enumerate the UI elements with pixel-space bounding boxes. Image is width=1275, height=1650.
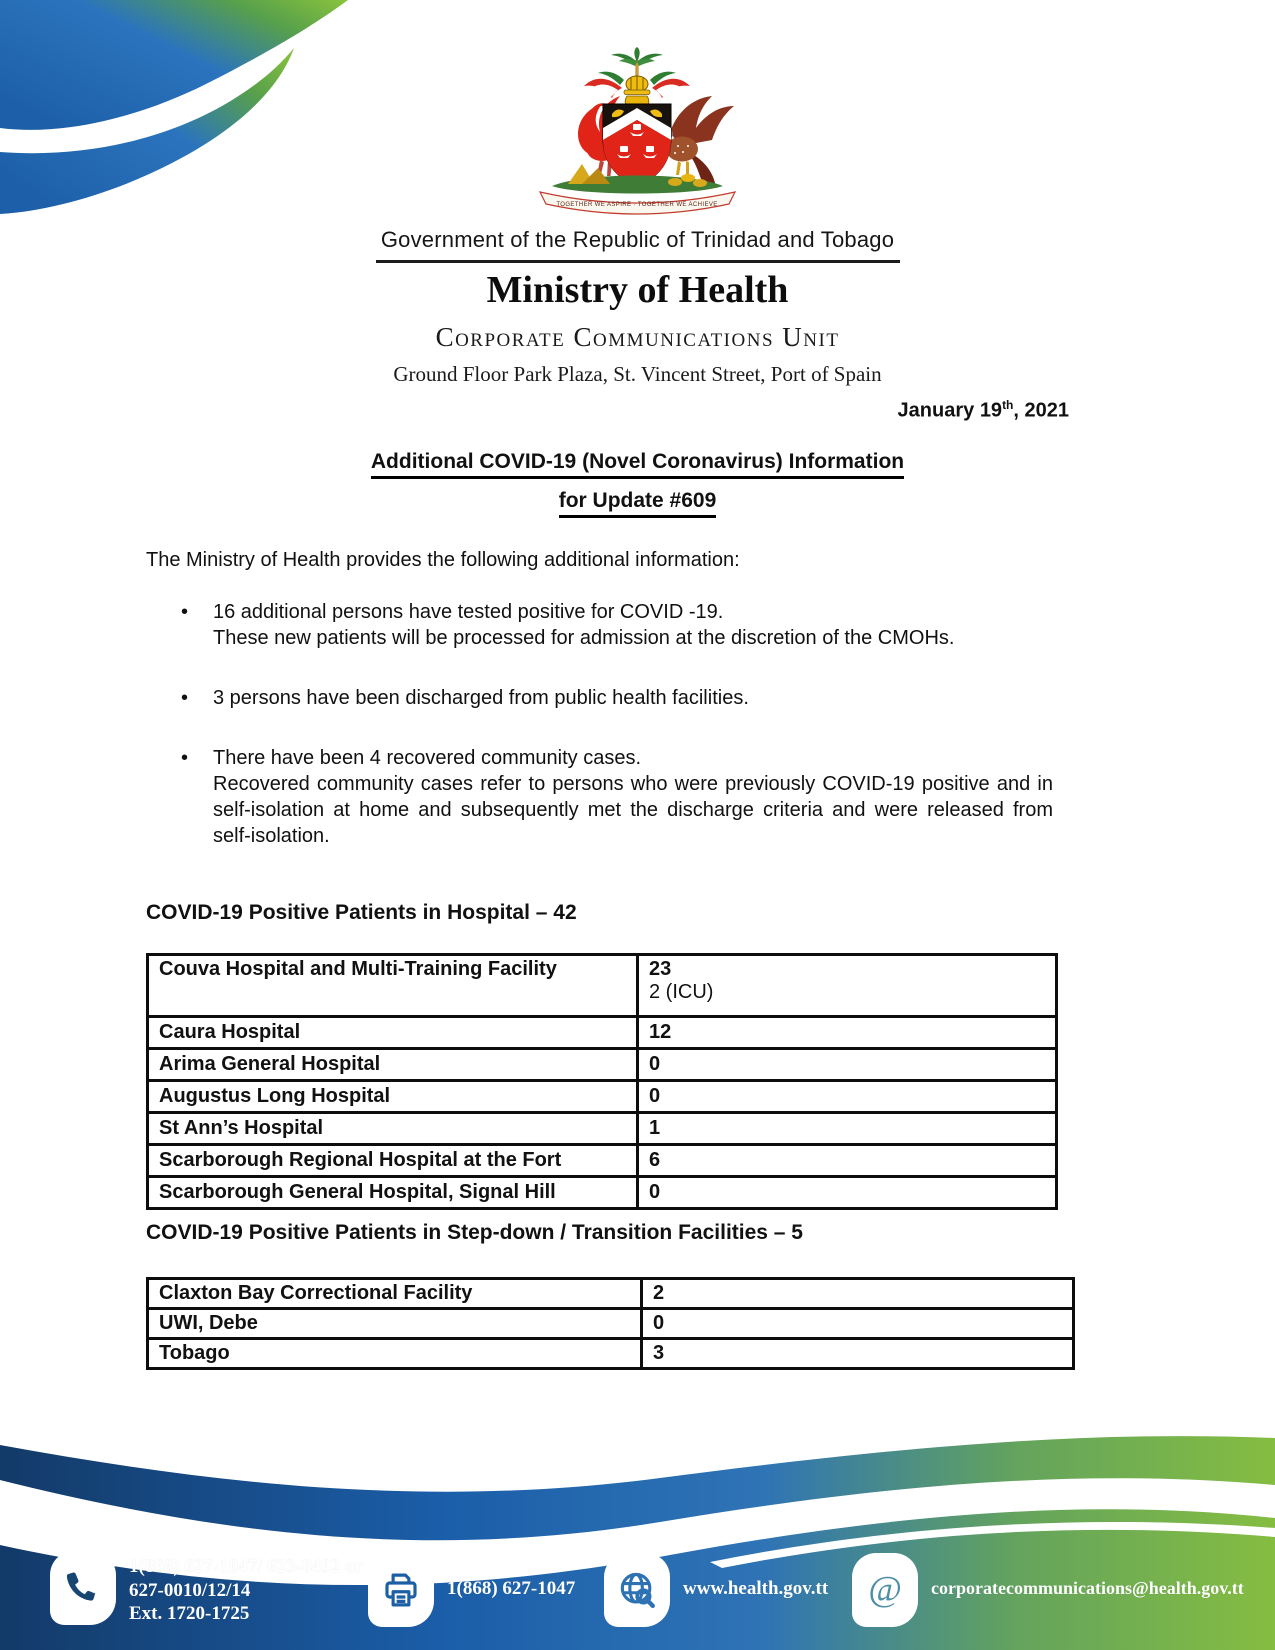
bullet-list <box>181 599 1053 849</box>
facility-name: Couva Hospital and Multi-Training Facility <box>148 955 638 1017</box>
facility-count: 12 <box>638 1017 1057 1049</box>
website-url: www.health.gov.tt <box>683 1578 829 1599</box>
hospital-table <box>146 953 1058 1210</box>
facility-name: UWI, Debe <box>148 1309 642 1339</box>
facility-count: 3 <box>642 1339 1074 1369</box>
email-address: corporatecommunications@health.gov.tt <box>931 1578 1244 1598</box>
list-item <box>181 685 1053 711</box>
bullet-marker: • <box>181 601 189 623</box>
top-wave-decoration <box>0 0 448 218</box>
email-at-icon <box>852 1553 918 1627</box>
bullet-detail: Recovered community cases refer to persons who were previously COVID-19 positive and in self-isolation at home and subsequently met the discharge criteria and were released from self-isolation. <box>213 773 1053 847</box>
table-row <box>148 1279 1074 1309</box>
website-contact <box>604 1553 828 1627</box>
intro-paragraph: The Ministry of Health provides the following additional information: <box>146 549 740 571</box>
letterhead <box>0 227 1275 387</box>
table-row <box>148 1309 1074 1339</box>
phone-icon <box>50 1551 116 1625</box>
motto-text: TOGETHER WE ASPIRE · TOGETHER WE ACHIEVE <box>556 202 718 208</box>
bullet-detail: These new patients will be processed for admission at the discretion of the CMOHs. <box>213 627 955 649</box>
title-line-2: for Update #609 <box>559 489 717 518</box>
facility-count: 1 <box>638 1113 1057 1145</box>
table-row <box>148 955 1057 1017</box>
document-title <box>0 450 1275 518</box>
document-date: January 19th, 2021 <box>897 398 1069 422</box>
fax-contact <box>368 1553 575 1627</box>
facility-count: 6 <box>638 1145 1057 1177</box>
table-row <box>148 1113 1057 1145</box>
unit-title: Corporate Communications Unit <box>435 322 840 352</box>
fax-number: 1(868) 627-1047 <box>447 1578 576 1599</box>
facility-count: 23 2 (ICU) <box>638 955 1057 1017</box>
phone-contact <box>50 1551 363 1626</box>
bullet-marker: • <box>181 687 189 709</box>
globe-icon <box>604 1553 670 1627</box>
facility-name: Tobago <box>148 1339 642 1369</box>
facility-name: Claxton Bay Correctional Facility <box>148 1279 642 1309</box>
facility-count: 0 <box>638 1177 1057 1209</box>
facility-name: Caura Hospital <box>148 1017 638 1049</box>
ministry-title: Ministry of Health <box>486 269 789 311</box>
table-row <box>148 1049 1057 1081</box>
facility-name: Scarborough General Hospital, Signal Hill <box>148 1177 638 1209</box>
stepdown-table <box>146 1277 1075 1370</box>
list-item <box>181 745 1053 849</box>
facility-count: 0 <box>642 1309 1074 1339</box>
table-row <box>148 1081 1057 1113</box>
facility-count: 2 <box>642 1279 1074 1309</box>
bullet-lead: 3 persons have been discharged from public health facilities. <box>213 687 749 709</box>
facility-name: St Ann’s Hospital <box>148 1113 638 1145</box>
list-item <box>181 599 1053 651</box>
fax-printer-icon <box>368 1553 434 1627</box>
table-row <box>148 1017 1057 1049</box>
table-row <box>148 1145 1057 1177</box>
header-divider <box>376 260 900 263</box>
date-ordinal: th <box>1002 398 1014 412</box>
facility-name: Arima General Hospital <box>148 1049 638 1081</box>
email-contact <box>852 1553 1244 1627</box>
facility-name: Augustus Long Hospital <box>148 1081 638 1113</box>
facility-name: Scarborough Regional Hospital at the Fort <box>148 1145 638 1177</box>
section-heading-stepdown: COVID-19 Positive Patients in Step-down / Transition Facilities – 5 <box>146 1221 803 1244</box>
bullet-lead: There have been 4 recovered community cases. <box>213 747 641 769</box>
svg-text:@: @ <box>868 1568 902 1609</box>
bullet-lead: 16 additional persons have tested positive for COVID -19. <box>213 601 724 623</box>
trinidad-tobago-coat-of-arms <box>510 46 765 220</box>
section-heading-hospital: COVID-19 Positive Patients in Hospital – 42 <box>146 901 577 924</box>
title-line-1: Additional COVID-19 (Novel Coronavirus) Information <box>371 450 904 479</box>
table-row <box>148 1177 1057 1209</box>
icu-count: 2 (ICU) <box>649 981 714 1003</box>
shield <box>603 104 671 186</box>
bullet-marker: • <box>181 747 189 769</box>
facility-count: 0 <box>638 1049 1057 1081</box>
phone-numbers: 1(868) 627-1047/ 623-8492 or 627-0010/12/14 Ext. 1720-1725 <box>129 1556 363 1625</box>
table-row <box>148 1339 1074 1369</box>
government-line: Government of the Republic of Trinidad and Tobago <box>380 227 895 252</box>
address-line: Ground Floor Park Plaza, St. Vincent Street, Port of Spain <box>393 362 882 386</box>
facility-count: 0 <box>638 1081 1057 1113</box>
